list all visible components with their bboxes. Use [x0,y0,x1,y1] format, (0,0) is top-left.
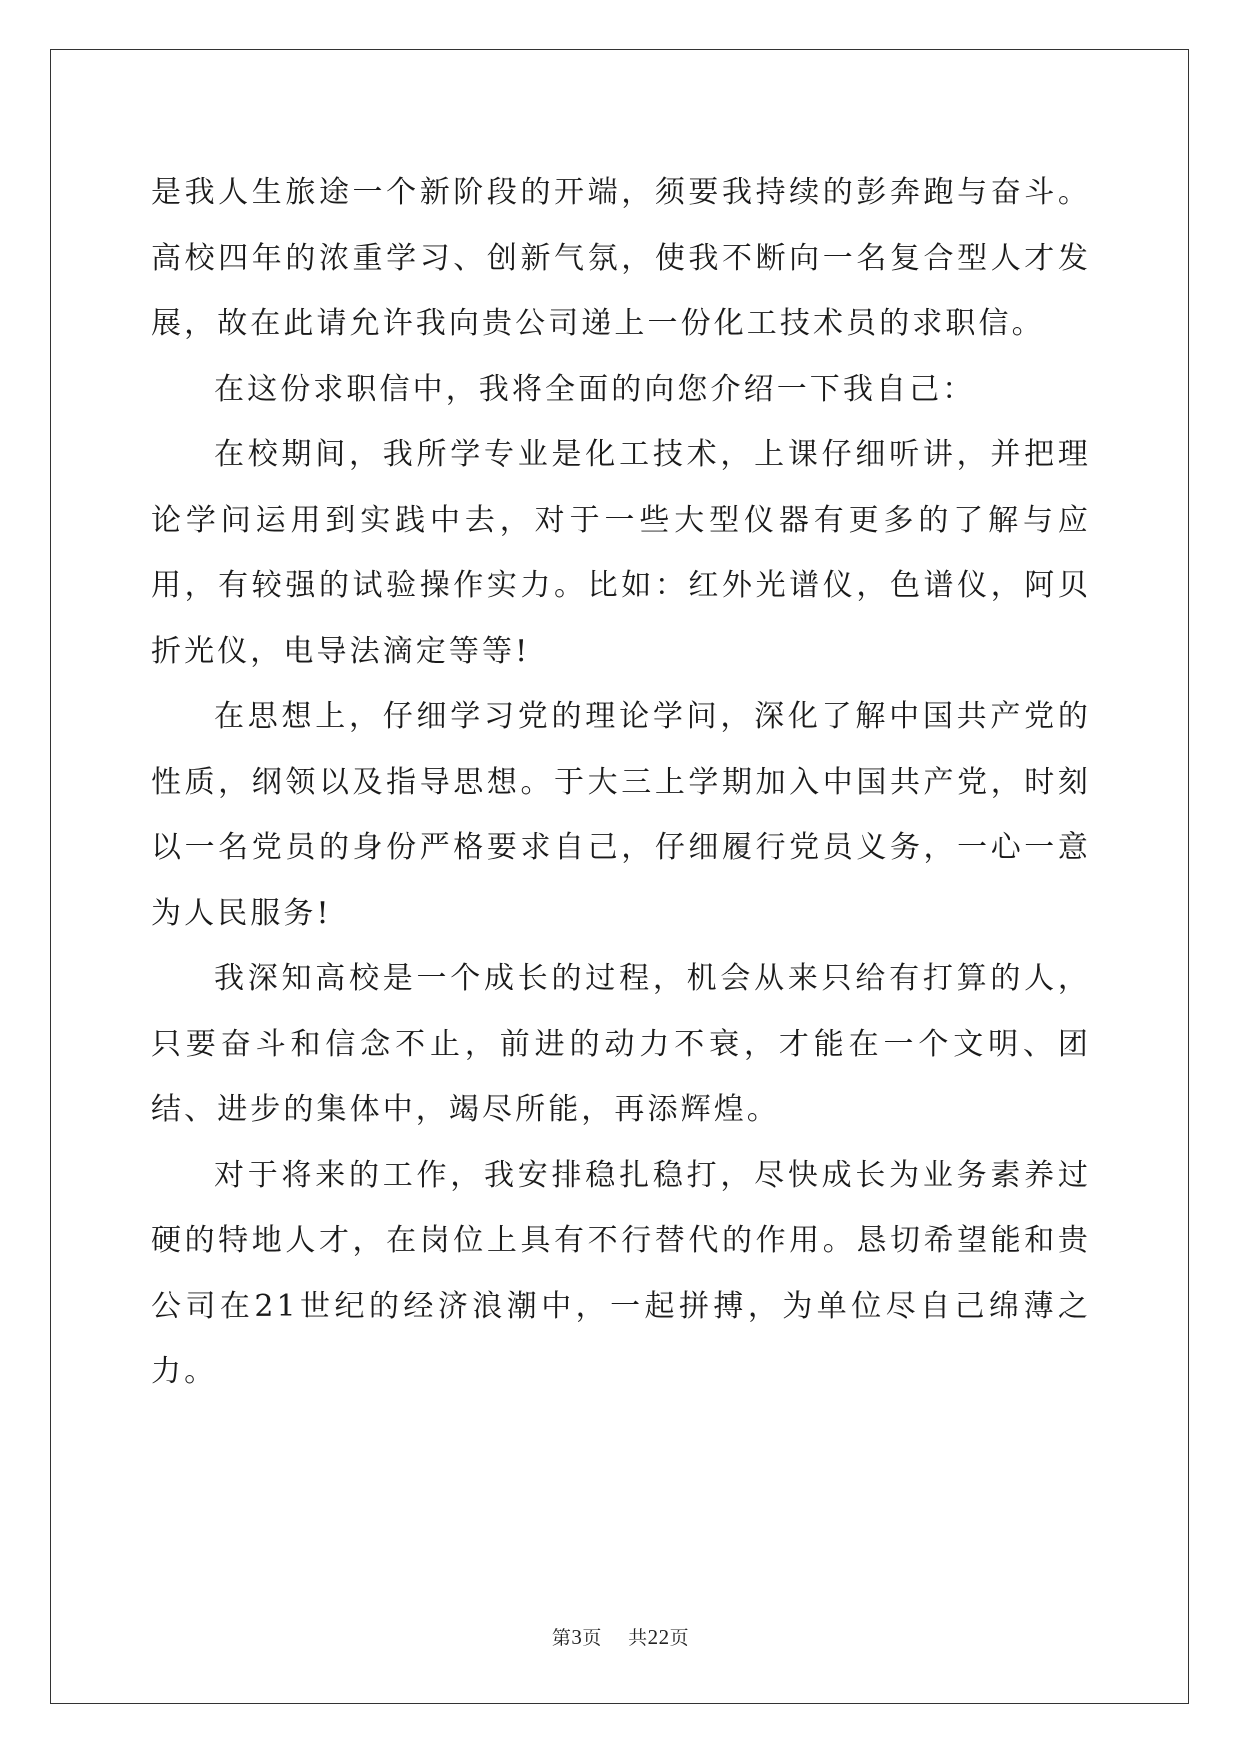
page-footer [0,1625,1241,1650]
paragraph-5: 我深知高校是一个成长的过程，机会从来只给有打算的人，只要奋斗和信念不止，前进的动力不衰，才能在一个文明、团结、进步的集体中，竭尽所能，再添辉煌。 [151,961,1091,1127]
total-pages-number: 22 [647,1625,670,1649]
footer-total-prefix: 共 [628,1627,648,1649]
paragraph-3: 在校期间，我所学专业是化工技术，上课仔细听讲，并把理论学问运用到实践中去，对于一些大型仪器有更多的了解与应用，有较强的试验操作实力。比如：红外光谱仪，色谱仪，阿贝折光仪，电导法滴定等等! [151,437,1091,669]
footer-prefix: 第 [551,1627,572,1649]
paragraph-4: 在思想上，仔细学习党的理论学问，深化了解中国共产党的性质，纲领以及指导思想。于大三上学期加入中国共产党，时刻以一名党员的身份严格要求自己，仔细履行党员义务，一心一意为人民服务! [151,699,1091,931]
paragraph-6: 对于将来的工作，我安排稳扎稳打，尽快成长为业务素养过硬的特地人才，在岗位上具有不行替代的作用。恳切希望能和贵公司在21世纪的经济浪潮中，一起拼搏，为单位尽自己绵薄之力。 [151,1157,1091,1389]
footer-total-unit: 页 [669,1627,690,1649]
document-body [151,160,1091,1405]
paragraph-1: 是我人生旅途一个新阶段的开端，须要我持续的彭奔跑与奋斗。高校四年的浓重学习、创新气氛，使我不断向一名复合型人才发展，故在此请允许我向贵公司递上一份化工技术员的求职信。 [151,175,1091,341]
paragraph-2: 在这份求职信中，我将全面的向您介绍一下我自己： [214,371,976,407]
footer-page-unit: 页 [582,1627,602,1649]
current-page-number: 3 [571,1625,583,1649]
